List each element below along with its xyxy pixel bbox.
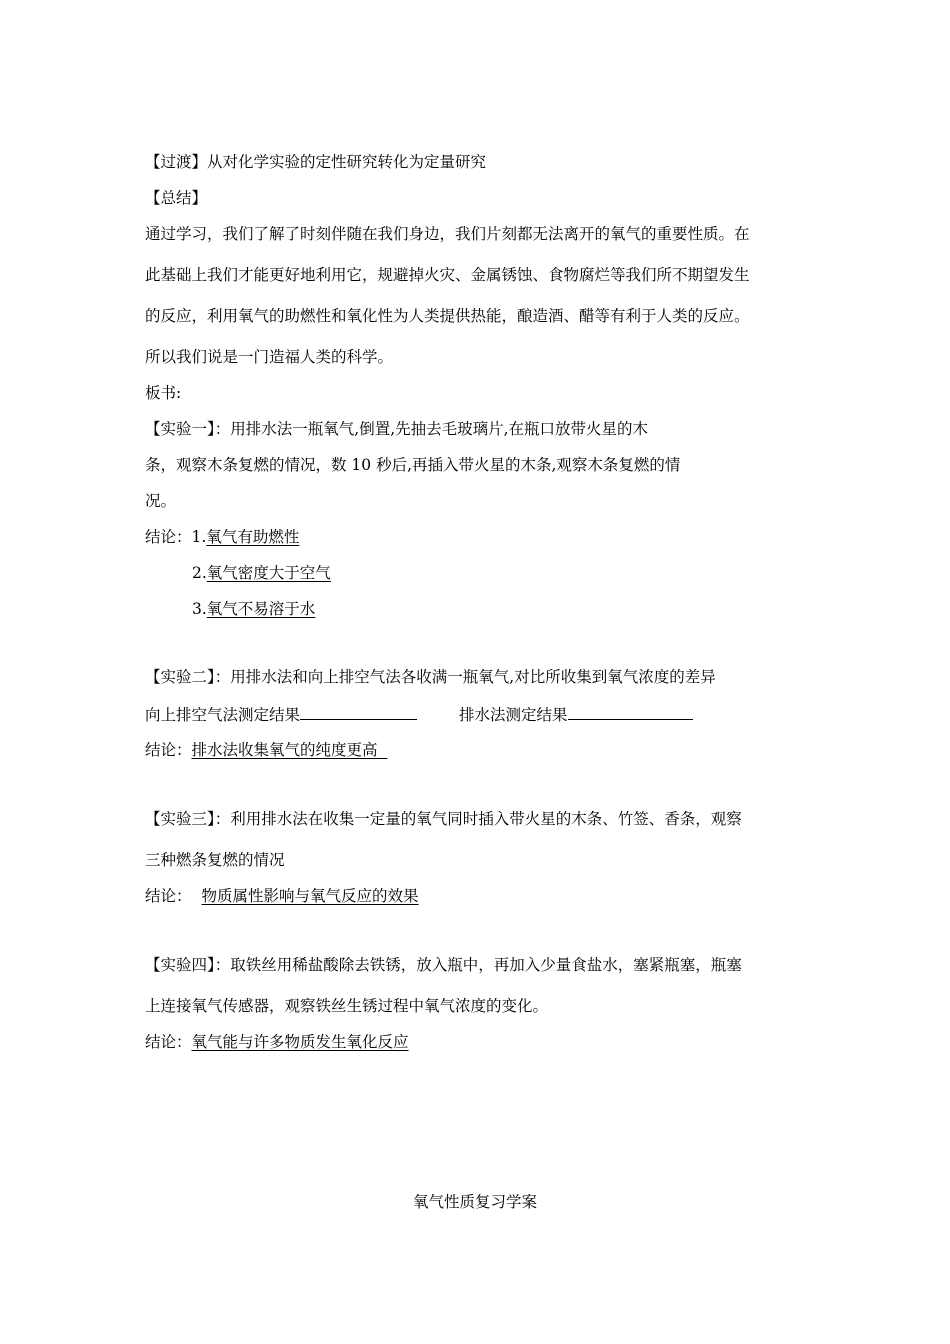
exp4-text: ：取铁丝用稀盐酸除去铁锈，放入瓶中，再加入少量食盐水，塞紧瓶塞，瓶塞 (214, 956, 742, 974)
conclusion-text: 物质属性影响与氧气反应的效果 (201, 887, 419, 905)
conclusion-text: 排水法收集氧气的纯度更高 (191, 741, 378, 759)
exp3-line (145, 808, 742, 830)
conclusion-text: 氧气能与许多物质发生氧化反应 (191, 1033, 409, 1051)
conclusion-text: 氧气密度大于空气 (206, 564, 331, 582)
exp2-results-line (145, 703, 693, 726)
summary-paragraph-line: 的反应，利用氧气的助燃性和氧化性为人类提供热能，酿造酒、醋等有利于人类的反应。 (145, 307, 750, 325)
exp3-conclusion (145, 885, 419, 907)
conclusion-label: 结论： (145, 887, 192, 905)
conclusion-num: 2. (192, 564, 207, 582)
exp1-line: 况。 (145, 492, 177, 510)
summary-paragraph-line: 通过学习，我们了解了时刻伴随在我们身边，我们片刻都无法离开的氧气的重要性质。在 (145, 225, 750, 243)
conclusion-label: 结论： (145, 741, 192, 759)
exp3-text: ：利用排水法在收集一定量的氧气同时插入带火星的木条、竹签、香条，观察 (214, 810, 742, 828)
conclusion-text: 氧气不易溶于水 (206, 600, 316, 618)
exp2-text: ：用排水法和向上排空气法各收满一瓶氧气,对比所收集到氧气浓度的差异 (214, 668, 716, 686)
conclusion-num: 3. (192, 600, 207, 618)
footer-title: 氧气性质复习学案 (412, 1193, 537, 1211)
exp1-conclusion-3 (192, 598, 315, 620)
summary-heading: 【总结】 (145, 189, 208, 207)
conclusion-label: 结论： (145, 1033, 192, 1051)
exp4-tag: 【实验四】 (145, 956, 215, 974)
result-a-label: 向上排空气法测定结果 (145, 706, 301, 724)
exp4-line: 上连接氧气传感器，观察铁丝生锈过程中氧气浓度的变化。 (145, 997, 549, 1015)
exp4-line (145, 954, 742, 976)
exp1-line: 条，观察木条复燃的情况，数 10 秒后,再插入带火星的木条,观察木条复燃的情 (145, 456, 681, 474)
result-a-blank[interactable] (300, 703, 417, 720)
exp2-conclusion (145, 739, 387, 761)
result-b-label: 排水法测定结果 (459, 706, 568, 724)
exp2-tag: 【实验二】 (145, 668, 215, 686)
conclusion-num: 1. (191, 528, 207, 546)
exp1-line (145, 418, 648, 440)
exp1-conclusion-2 (192, 562, 331, 584)
transition-line: 【过渡】从对化学实验的定性研究转化为定量研究 (145, 153, 487, 171)
conclusion-label: 结论： (145, 528, 192, 546)
summary-paragraph-line: 此基础上我们才能更好地利用它，规避掉火灾、金属锈蚀、食物腐烂等我们所不期望发生 (145, 266, 750, 284)
summary-paragraph-line: 所以我们说是一门造福人类的科学。 (145, 348, 394, 366)
conclusion-text: 氧气有助燃性 (206, 528, 300, 546)
exp1-conclusion-1 (145, 526, 299, 548)
exp3-line: 三种燃条复燃的情况 (145, 851, 285, 869)
exp3-tag: 【实验三】 (145, 810, 215, 828)
exp2-line (145, 666, 716, 688)
exp4-conclusion (145, 1031, 409, 1053)
result-b-blank[interactable] (568, 703, 693, 720)
exp1-text: ：用排水法一瓶氧气,倒置,先抽去毛玻璃片,在瓶口放带火星的木 (214, 420, 649, 438)
exp1-tag: 【实验一】 (145, 420, 215, 438)
board-label: 板书: (145, 384, 182, 402)
